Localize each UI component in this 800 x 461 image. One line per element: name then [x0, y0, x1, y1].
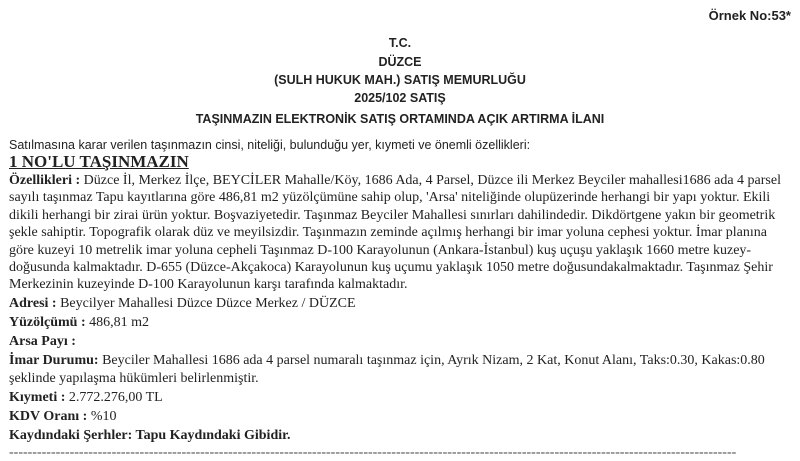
address-row: [9, 295, 793, 313]
area-value: 486,81 m2: [85, 314, 150, 330]
share-row: [9, 333, 793, 351]
annotations-row: [9, 427, 793, 445]
features-value: Düzce İl, Merkez İlçe, BEYCİLER Mahalle/Köy, 1686 Ada, 4 Parsel, Düzce ili Merkez Beyciler mahallesi1686 ada 4 parsel sayılı taşınmaz Tapu kayıtlarına göre 486,81 m2 yüzölçümüne sahip olup, 'Arsa' niteliğinde olupüzerinde herhangi bir yapı yoktur. Ekili dikili herhangi bir zirai ürün yoktur. Boşvaziyetedir. Taşınmaz Beyciler Mahallesi sınırları dahilindedir. Dikdörtgene yakın bir geometrik şekle sahiptir. Topografik olarak düz ve meyilsizdir. Taşınmazın zeminde açılmış herhangi bir imar yoluna cephesi yoktur. İmar planına göre kuzeyi 10 metrelik imar yoluna cepheli Taşınmaz D-100 Karayolunun (Ankara-İstanbul) kuş uçuşu yaklaşık 1660 metre kuzey-doğusunda kalmaktadır. D-655 (Düzce-Akçakoca) Karayolunun kuş uçumu yaklaşık 1050 metre doğusundakalmaktadır. Taşınmaz Şehir Merkezinin kuzeyinde D-100 Karayolunun karşı tarafında kalmaktadır.: [9, 173, 781, 293]
notice-title: TAŞINMAZIN ELEKTRONİK SATIŞ ORTAMINDA AÇIK ARTIRMA İLANI: [195, 112, 605, 126]
area-label: Yüzölçümü :: [9, 314, 86, 330]
annotations-label: Kaydındaki Şerhler:: [9, 427, 133, 443]
features-label: Özellikleri :: [9, 173, 81, 188]
property-heading: 1 NO'LU TAŞINMAZIN: [9, 152, 189, 171]
file-number: 2025/102 SATIŞ: [354, 91, 446, 105]
province-name: DÜZCE: [378, 55, 422, 69]
sample-number: Örnek No:53*: [708, 8, 791, 23]
area-row: [9, 314, 793, 332]
value-label: Kıymeti :: [9, 389, 66, 405]
vat-row: [9, 408, 793, 426]
value-row: [9, 389, 793, 407]
zoning-value: Beyciler Mahallesi 1686 ada 4 parsel numaralı taşınmaz için, Ayrık Nizam, 2 Kat, Konut Alanı, Taks:0.30, Kakas:0.80 şeklinde yapılaşma hükümleri belirlenmiştir.: [9, 352, 765, 386]
office-name: (SULH HUKUK MAH.) SATIŞ MEMURLUĞU: [274, 73, 526, 87]
address-label: Adresi :: [9, 295, 57, 311]
features-row: [9, 172, 793, 294]
zoning-label: İmar Durumu:: [9, 352, 99, 368]
notice-body: [9, 137, 793, 461]
annotations-value: Tapu Kaydındaki Gibidir.: [132, 427, 291, 443]
address-value: Beycilyer Mahallesi Düzce Düzce Merkez / DÜZCE: [56, 295, 356, 311]
republic-abbrev: T.C.: [388, 36, 412, 50]
vat-label: KDV Oranı :: [9, 408, 88, 424]
vat-value: %10: [87, 408, 117, 424]
value-amount: 2.772.276,00 TL: [65, 389, 163, 405]
zoning-row: [9, 352, 793, 388]
separator-line: ------------------------------------------------------------------------------------------------------------------------------------------------------------: [9, 444, 737, 460]
intro-text: Satılmasına karar verilen taşınmazın cinsi, niteliği, bulunduğu yer, kıymeti ve önemli özellikleri:: [9, 138, 531, 152]
share-label: Arsa Payı :: [9, 333, 76, 349]
